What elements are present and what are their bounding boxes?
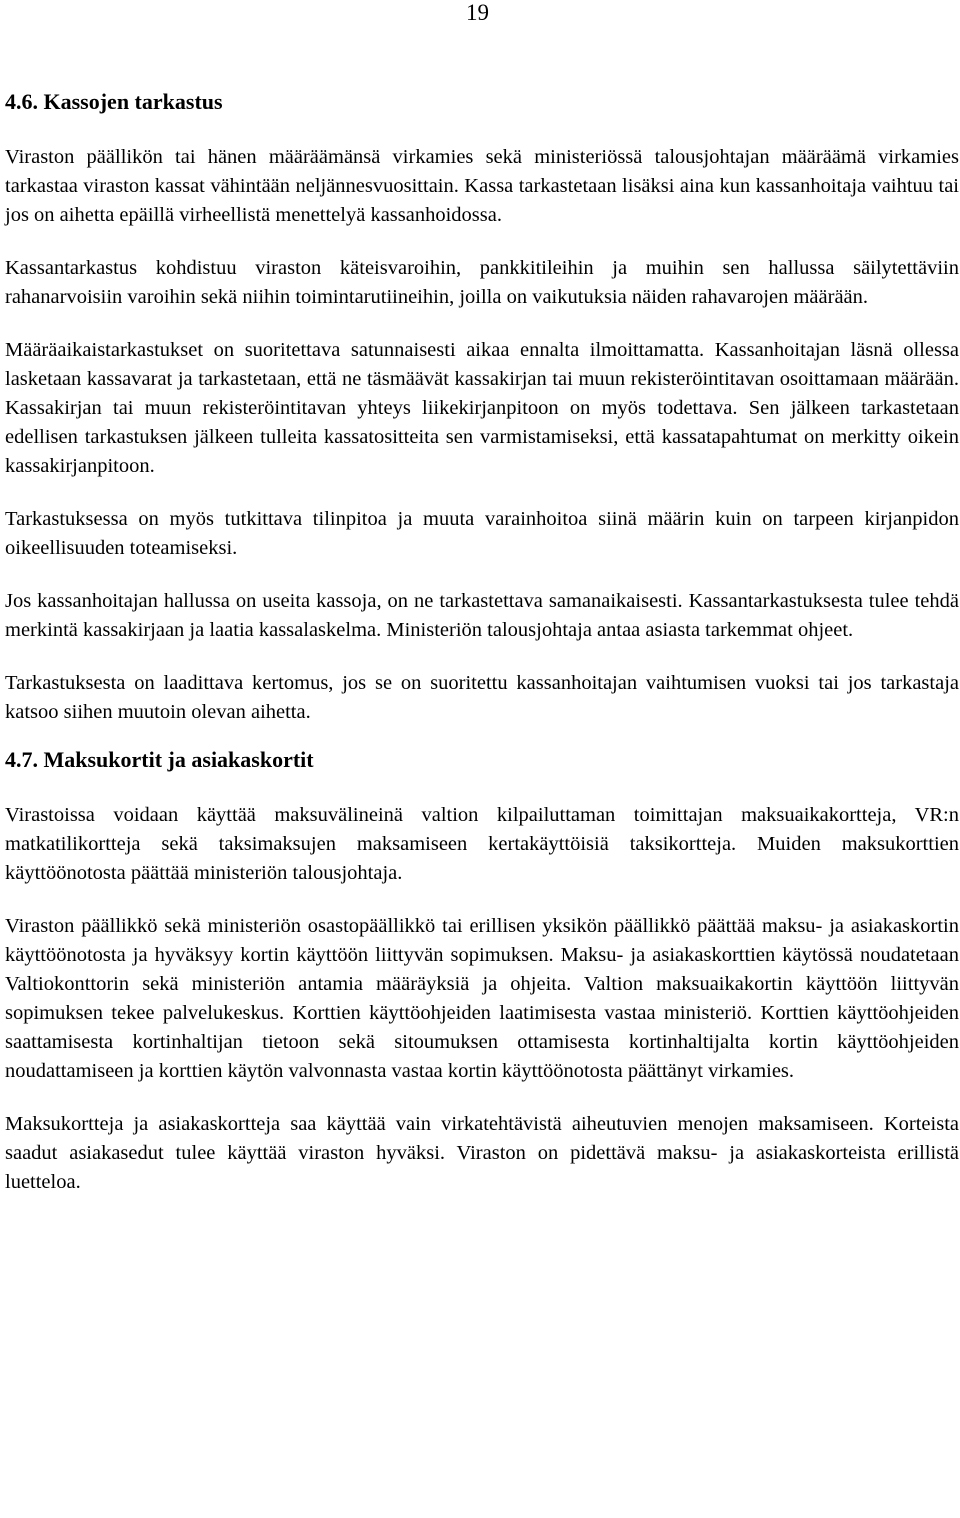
paragraph: Viraston päällikkö sekä ministeriön osastopäällikkö tai erillisen yksikön päällikkö päättää maksu- ja asiakaskortin käyttöönotosta ja hyväksyy kortin käyttöön liittyvän sopimuksen. Maksu- ja asiakaskorttien käytössä noudatetaan Valtiokonttorin sekä ministeriön antamia määräyksiä ja ohjeita. Valtion maksuaikakortin käyttöön liittyvän sopimuksen tekee palvelukeskus. Korttien käyttöohjeiden laatimisesta vastaa ministeriö. Korttien käyttöohjeiden saattamisesta kortinhaltijan tietoon sekä sitoumuksen ottamisesta kortinhaltijalta kortin käyttöohjeiden noudattamiseen ja korttien käytön valvonnasta vastaa kortin käyttöönotosta päättänyt virkamies. (5, 915, 959, 1082)
paragraph: Maksukortteja ja asiakaskortteja saa käyttää vain virkatehtävistä aiheutuvien menojen maksamiseen. Korteista saadut asiakasedut tulee käyttää viraston hyväksi. Viraston on pidettävä maksu- ja asiakaskorteista erillistä luetteloa. (5, 1113, 959, 1193)
paragraph: Jos kassanhoitajan hallussa on useita kassoja, on ne tarkastettava samanaikaisesti. Kassantarkastuksesta tulee tehdä merkintä kassakirjaan ja laatia kassalaskelma. Ministeriön talousjohtaja antaa asiasta tarkemmat ohjeet. (5, 590, 959, 641)
document-body (5, 89, 959, 1221)
paragraph: Tarkastuksessa on myös tutkittava tilinpitoa ja muuta varainhoitoa siinä määrin kuin on tarpeen kirjanpidon oikeellisuuden toteamiseksi. (5, 508, 959, 559)
paragraph: Kassantarkastus kohdistuu viraston käteisvaroihin, pankkitileihin ja muihin sen hallussa säilytettäviin rahanarvoisiin varoihin sekä niihin toimintarutiineihin, joilla on vaikutuksia näiden rahavarojen määrään. (5, 257, 959, 308)
page-number: 19 (466, 0, 489, 25)
paragraph: Virastoissa voidaan käyttää maksuvälineinä valtion kilpailuttaman toimittajan maksuaikakortteja, VR:n matkatilikortteja sekä taksimaksujen maksamiseen kertakäyttöisiä taksikortteja. Muiden maksukorttien käyttöönotosta päättää ministeriön talousjohtaja. (5, 804, 959, 884)
paragraph: Tarkastuksesta on laadittava kertomus, jos se on suoritettu kassanhoitajan vaihtumisen vuoksi tai jos tarkastaja katsoo siihen muutoin olevan aihetta. (5, 672, 959, 723)
paragraph: Viraston päällikön tai hänen määräämänsä virkamies sekä ministeriössä talousjohtajan määräämä virkamies tarkastaa viraston kassat vähintään neljännesvuosittain. Kassa tarkastetaan lisäksi aina kun kassanhoitaja vaihtuu tai jos on aihetta epäillä virheellistä menettelyä kassanhoidossa. (5, 146, 959, 226)
section-heading-4-6: 4.6. Kassojen tarkastus (5, 89, 223, 114)
section-heading-4-7: 4.7. Maksukortit ja asiakaskortit (5, 747, 314, 772)
paragraph: Määräaikaistarkastukset on suoritettava satunnaisesti aikaa ennalta ilmoittamatta. Kassanhoitajan läsnä ollessa lasketaan kassavarat ja tarkastetaan, että ne täsmäävät kassakirjan tai muun rekisteröintitavan osoittamaan määrään. Kassakirjan tai muun rekisteröintitavan yhteys liikekirjanpitoon on myös todettava. Sen jälkeen tarkastetaan edellisen tarkastuksen jälkeen tulleita kassatositteita sen varmistamiseksi, että kassatapahtumat on merkitty oikein kassakirjanpitoon. (5, 339, 959, 477)
